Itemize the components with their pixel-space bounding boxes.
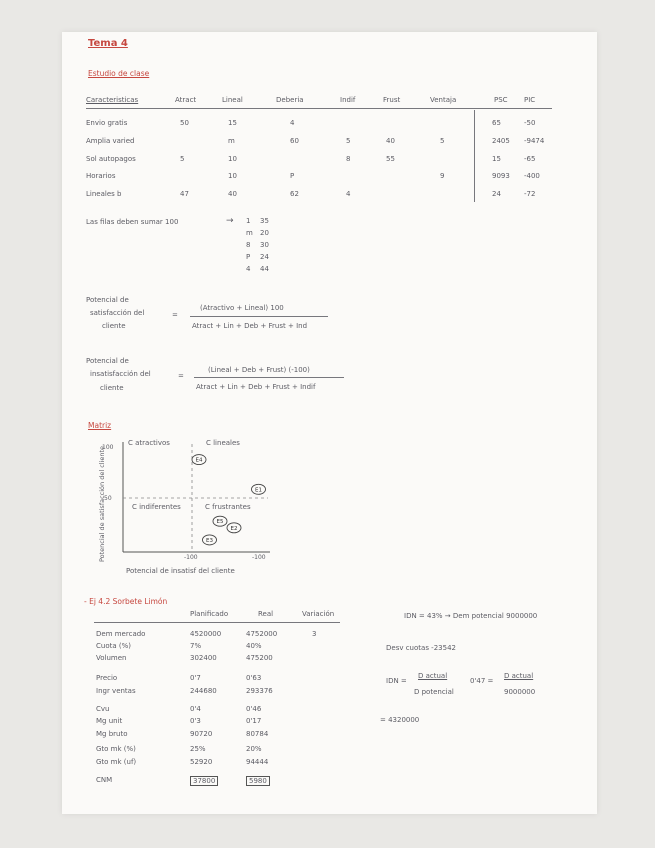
exercise-title: - Ej 4.2 Sorbete Limón (84, 597, 168, 606)
quadrant-label: C lineales (206, 439, 240, 447)
table-cell: 62 (290, 190, 299, 198)
matrix-point-label: E3 (206, 537, 213, 544)
table-header: PIC (524, 96, 536, 104)
exercise-row-label: Dem mercado (96, 630, 146, 638)
exercise-col-header: Planificado (190, 610, 229, 618)
formula-label: insatisfacción del (90, 370, 151, 378)
exercise-plan-value: 0'4 (190, 705, 201, 713)
table-header: Ventaja (430, 96, 457, 104)
exercise-plan-value: 244680 (190, 687, 217, 695)
formula-label: Potencial de (86, 296, 129, 304)
table-cell: 40 (228, 190, 237, 198)
exercise-real-value: 80784 (246, 730, 269, 738)
table-cell: 5 (346, 137, 351, 145)
sum-value: 24 (260, 253, 269, 261)
table-header: Indif (340, 96, 356, 104)
matrix-point-label: E2 (230, 525, 238, 532)
table-cell: 50 (180, 119, 189, 127)
page-title: Tema 4 (88, 38, 128, 49)
table-cell: -9474 (524, 137, 545, 145)
y-tick: 50 (104, 495, 112, 502)
exercise-rule (94, 622, 340, 623)
exercise-plan-value: 37800 (190, 776, 218, 786)
exercise-note: Desv cuotas -23542 (386, 644, 456, 652)
table-cell: 24 (492, 190, 501, 198)
sum-key: 1 (246, 217, 251, 225)
x-tick: -100 (184, 554, 198, 561)
table-cell: 5 (180, 155, 185, 163)
table-row-label: Sol autopagos (86, 155, 136, 163)
exercise-row-label: Volumen (96, 654, 127, 662)
exercise-note: 0'47 = (470, 677, 494, 685)
sum-value: 44 (260, 265, 269, 273)
exercise-plan-value: 4520000 (190, 630, 222, 638)
exercise-plan-value: 25% (190, 745, 206, 753)
exercise-note: = 4320000 (380, 716, 420, 724)
matrix-point-label: E4 (195, 457, 203, 464)
table-cell: 47 (180, 190, 189, 198)
equals-sign: = (178, 372, 184, 380)
exercise-row-label: CNM (96, 776, 113, 784)
table-header: Deberia (276, 96, 304, 104)
exercise-plan-value: 90720 (190, 730, 213, 738)
exercise-real-value: 0'63 (246, 674, 262, 682)
sum-key: 4 (246, 265, 251, 273)
exercise-row-label: Mg unit (96, 717, 123, 725)
exercise-note: D actual (504, 672, 534, 680)
sum-key: m (246, 229, 253, 237)
table-cell: 2405 (492, 137, 510, 145)
exercise-note: 9000000 (504, 688, 536, 696)
table-cell: 15 (492, 155, 501, 163)
table-cell: -65 (524, 155, 536, 163)
table-cell: 40 (386, 137, 395, 145)
exercise-note: IDN = (386, 677, 407, 685)
matrix-point-label: E5 (216, 519, 224, 526)
exercise-row-label: Mg bruto (96, 730, 128, 738)
exercise-real-value: 0'17 (246, 717, 262, 725)
quadrant-label: C frustrantes (205, 503, 251, 511)
exercise-var-value: 3 (312, 630, 317, 638)
exercise-real-value: 475200 (246, 654, 273, 662)
table-row-label: Horarios (86, 172, 116, 180)
formula-label: cliente (100, 384, 124, 392)
formula-denominator: Atract + Lin + Deb + Frust + Ind (192, 322, 308, 330)
matrix-point-label: E1 (255, 487, 262, 494)
exercise-row-label: Cuota (%) (96, 642, 131, 650)
exercise-row-label: Gto mk (%) (96, 745, 136, 753)
exercise-col-header: Variación (302, 610, 335, 618)
table-header: Caracteristicas (86, 96, 139, 104)
table-cell: 4 (290, 119, 295, 127)
equals-sign: = (172, 311, 178, 319)
exercise-note: IDN = 43% → Dem potencial 9000000 (404, 612, 538, 620)
table-header: Atract (175, 96, 197, 104)
exercise-plan-value: 7% (190, 642, 202, 650)
table-cell: P (290, 172, 295, 180)
sum-key: 8 (246, 241, 251, 249)
exercise-row-label: Ingr ventas (96, 687, 136, 695)
arrow-right-icon: → (226, 216, 234, 226)
table-cell: -72 (524, 190, 536, 198)
sum-key: P (246, 253, 251, 261)
exercise-row-label: Precio (96, 674, 118, 682)
quadrant-label: C indiferentes (132, 503, 181, 511)
table-row-label: Lineales b (86, 190, 122, 198)
table-cell: m (228, 137, 235, 145)
table-cell: 55 (386, 155, 395, 163)
sum-value: 30 (260, 241, 269, 249)
exercise-real-value: 4752000 (246, 630, 278, 638)
formula-numerator: (Lineal + Deb + Frust) (-100) (208, 366, 310, 374)
exercise-real-value: 5980 (246, 776, 270, 786)
x-axis-label: Potencial de insatisf del cliente (126, 567, 235, 575)
table-cell: 4 (346, 190, 351, 198)
exercise-plan-value: 0'7 (190, 674, 201, 682)
exercise-row-label: Gto mk (uf) (96, 758, 137, 766)
formula-denominator: Atract + Lin + Deb + Frust + Indif (196, 383, 316, 391)
sum-value: 20 (260, 229, 269, 237)
exercise-plan-value: 0'3 (190, 717, 201, 725)
x-tick: -100 (252, 554, 266, 561)
y-axis-label: Potencial de satisfacción del cliente (98, 445, 107, 563)
sum-note: Las filas deben sumar 100 (86, 218, 179, 226)
exercise-real-value: 293376 (246, 687, 273, 695)
exercise-note: D potencial (414, 688, 454, 696)
formula-label: satisfacción del (90, 309, 145, 317)
formula-label: cliente (102, 322, 126, 330)
table-header: Frust (383, 96, 401, 104)
exercise-real-value: 94444 (246, 758, 269, 766)
exercise-row-label: Cvu (96, 705, 110, 713)
table-header: Lineal (222, 96, 243, 104)
exercise-real-value: 20% (246, 745, 262, 753)
table-row-label: Envio gratis (86, 119, 128, 127)
table-cell: -50 (524, 119, 536, 127)
formula-label: Potencial de (86, 357, 129, 365)
table-cell: 15 (228, 119, 237, 127)
table-cell: 10 (228, 172, 237, 180)
quadrant-label: C atractivos (128, 439, 170, 447)
exercise-plan-value: 52920 (190, 758, 213, 766)
exercise-note: D actual (418, 672, 448, 680)
exercise-real-value: 0'46 (246, 705, 262, 713)
table-cell: 65 (492, 119, 501, 127)
table-cell: 9093 (492, 172, 510, 180)
exercise-col-header: Real (258, 610, 274, 618)
y-tick: 100 (102, 444, 114, 451)
exercise-plan-value: 302400 (190, 654, 217, 662)
sum-value: 35 (260, 217, 269, 225)
table-row-label: Amplia varied (86, 137, 135, 145)
formula-numerator: (Atractivo + Lineal) 100 (200, 304, 284, 312)
table-header: PSC (494, 96, 508, 104)
table-cell: -400 (524, 172, 540, 180)
matrix-title: Matriz (88, 421, 112, 430)
exercise-real-value: 40% (246, 642, 262, 650)
table-cell: 8 (346, 155, 351, 163)
table-cell: 10 (228, 155, 237, 163)
table-cell: 60 (290, 137, 299, 145)
table-cell: 9 (440, 172, 445, 180)
section-subtitle: Estudio de clase (88, 69, 150, 78)
table-cell: 5 (440, 137, 445, 145)
